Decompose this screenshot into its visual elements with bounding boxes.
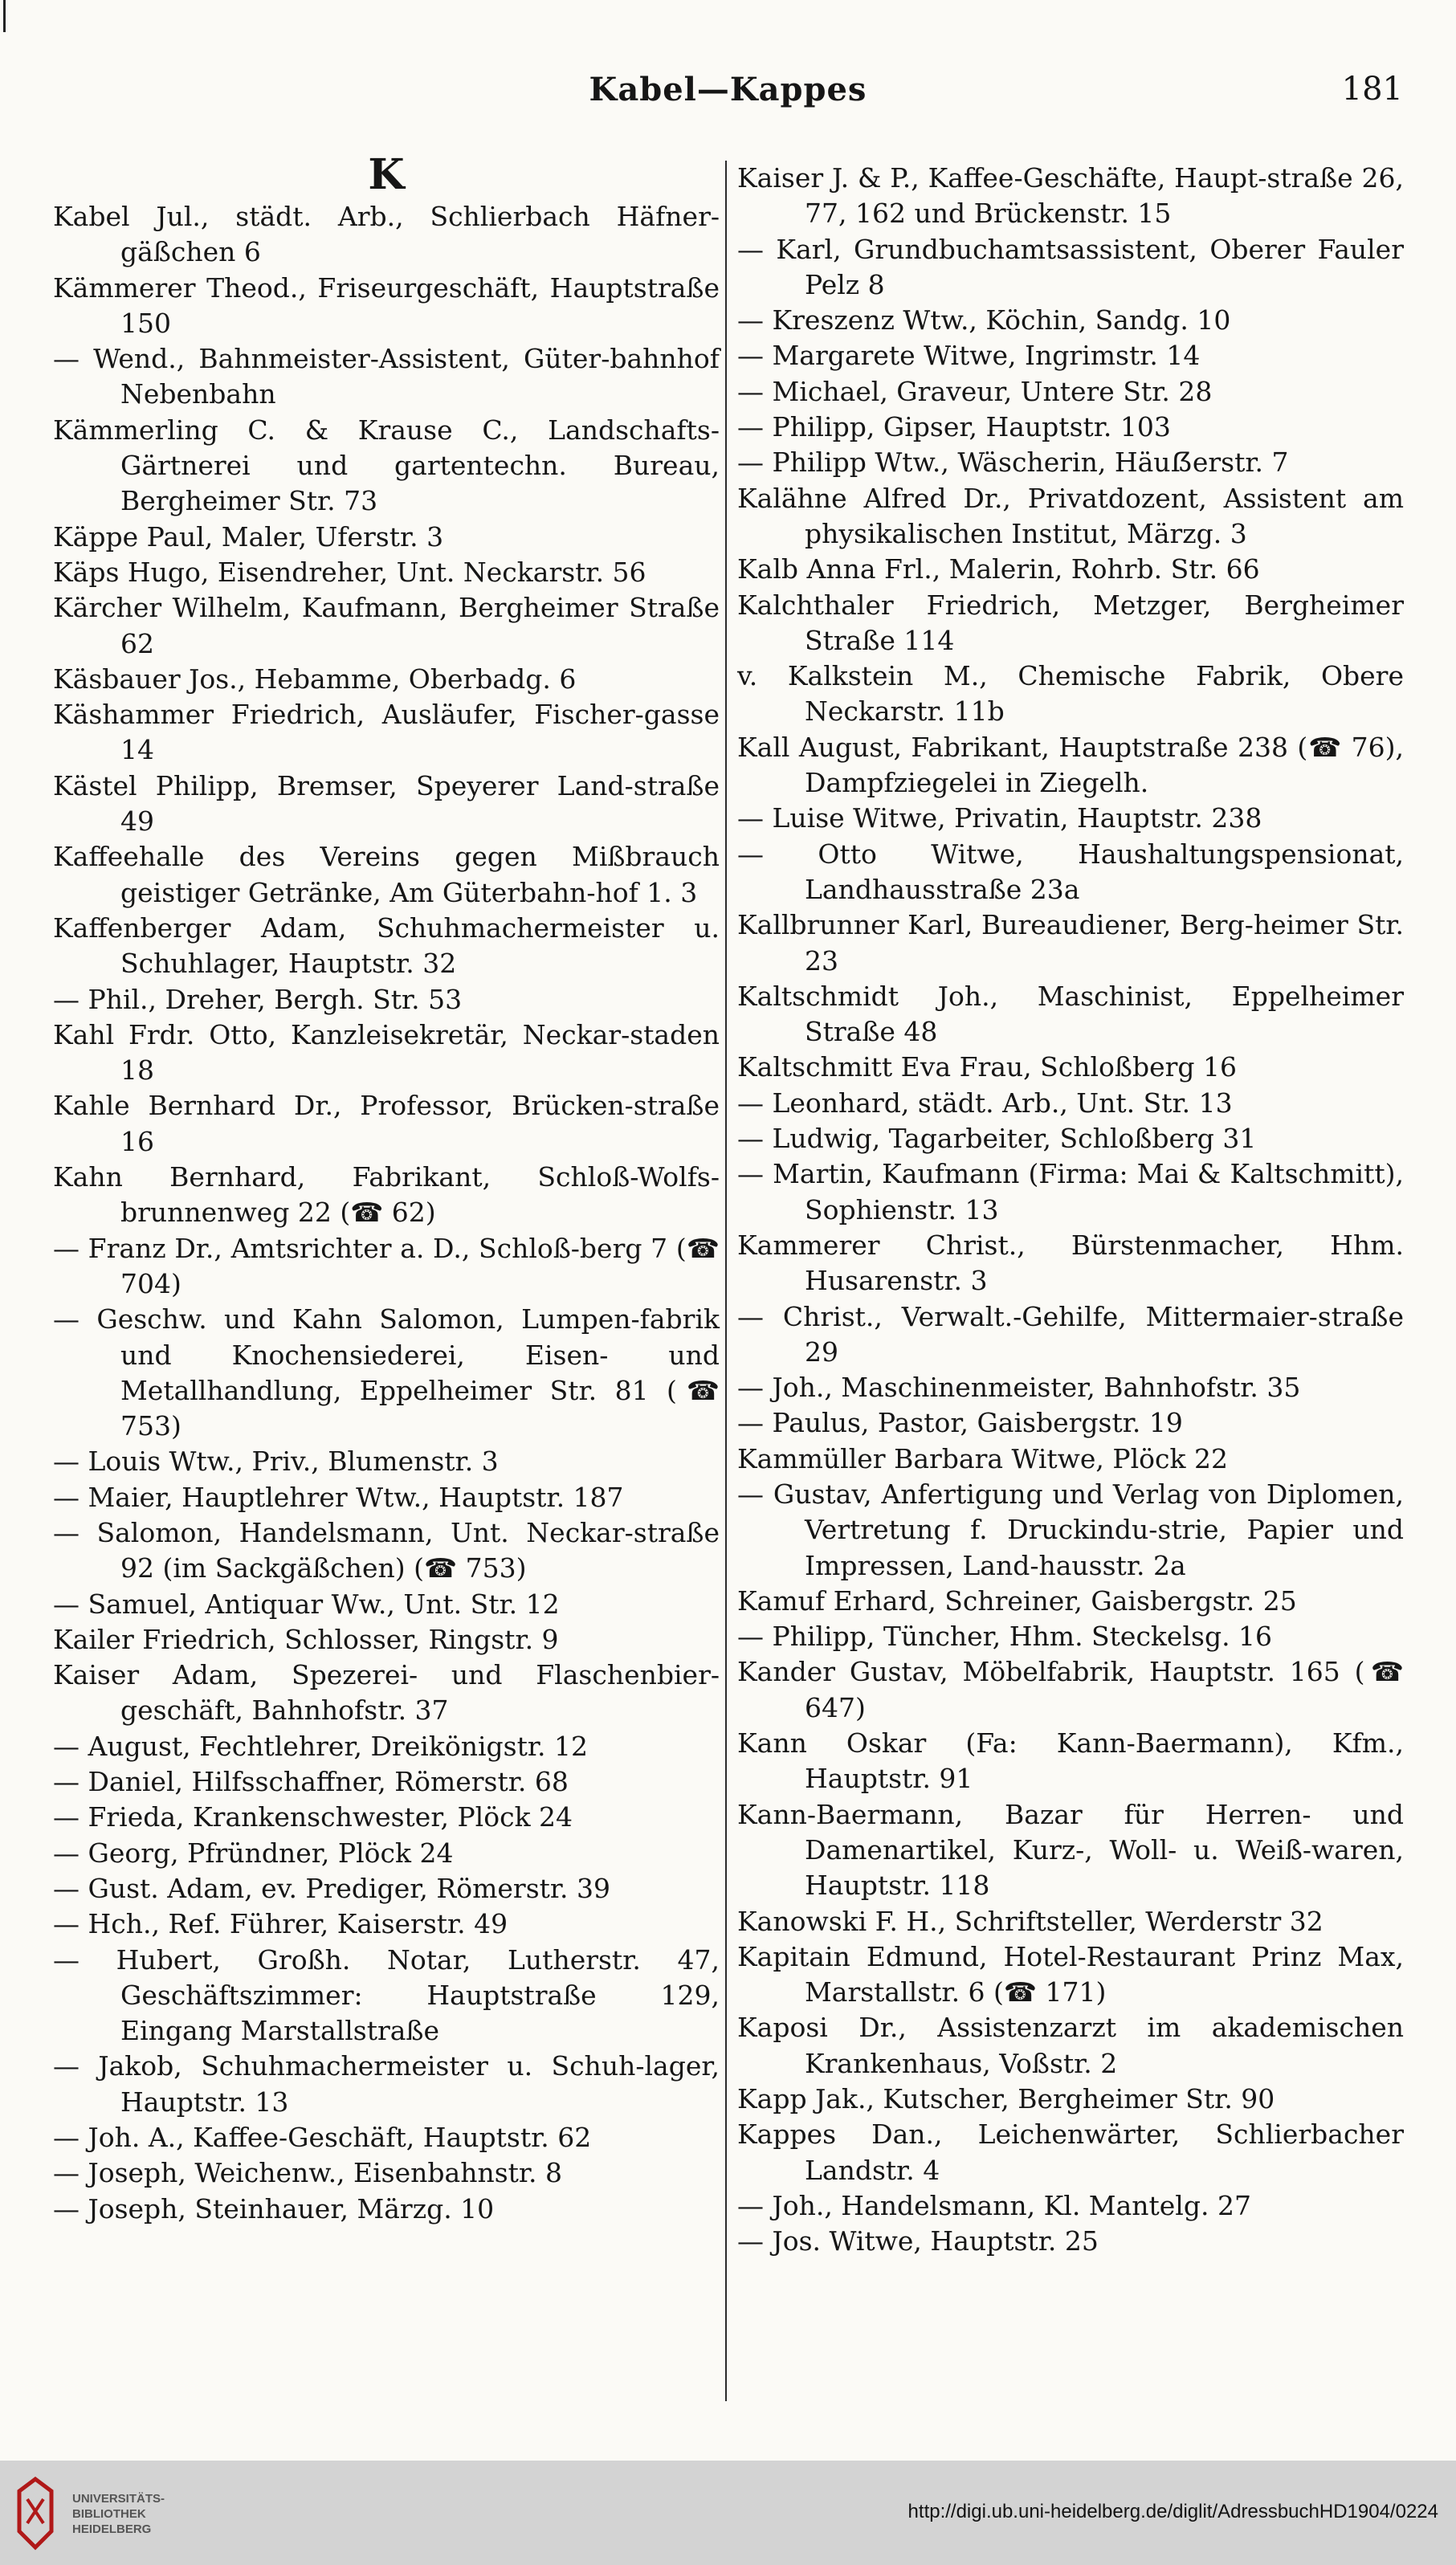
directory-entry: Kann Oskar (Fa: Kann-Baermann), Kfm., Hauptstr. 91 [737,1727,1404,1795]
directory-entry: Kahle Bernhard Dr., Professor, Brücken-straße 16 [53,1090,720,1157]
directory-entry: — Georg, Pfründner, Plöck 24 [53,1837,454,1869]
directory-entry: — Louis Wtw., Priv., Blumenstr. 3 [53,1446,499,1478]
library-name-line: UNIVERSITÄTS- [72,2492,165,2506]
library-name-line: HEIDELBERG [72,2522,152,2536]
directory-entry: — Ludwig, Tagarbeiter, Schloßberg 31 [737,1123,1257,1155]
directory-entry: Kämmerer Theod., Friseurgeschäft, Hauptstraße 150 [53,271,720,339]
directory-entry: Kappes Dan., Leichenwärter, Schlierbacher Landstr. 4 [737,2118,1404,2186]
directory-entry: Kabel Jul., städt. Arb., Schlierbach Häfner-gäßchen 6 [53,201,720,268]
directory-entry: v. Kalkstein M., Chemische Fabrik, Obere Neckarstr. 11b [737,660,1404,728]
directory-entry: Kalb Anna Frl., Malerin, Rohrb. Str. 66 [737,553,1260,585]
directory-entry: Käppe Paul, Maler, Uferstr. 3 [53,520,444,553]
directory-entry: — Daniel, Hilfsschaffner, Römerstr. 68 [53,1766,569,1798]
directory-entry: — Joseph, Weichenw., Eisenbahnstr. 8 [53,2157,563,2189]
directory-entry: — Martin, Kaufmann (Firma: Mai & Kaltschmitt), Sophienstr. 13 [737,1158,1404,1225]
directory-entry: — Gustav, Anfertigung und Verlag von Diplomen, Vertretung f. Druckindu-strie, Papier und Impressen, Land-hausstr. 2a [737,1478,1404,1581]
directory-entry: Kämmerling C. & Krause C., Landschafts-Gärtnerei und gartentechn. Bureau, Bergheimer Str. 73 [53,414,720,517]
directory-entry: Kärcher Wilhelm, Kaufmann, Bergheimer Straße 62 [53,592,720,659]
directory-entry: — Luise Witwe, Privatin, Hauptstr. 238 [737,802,1262,834]
directory-entry: — Jos. Witwe, Hauptstr. 25 [737,2225,1099,2257]
directory-entry: Kammerer Christ., Bürstenmacher, Hhm. Husarenstr. 3 [737,1229,1404,1297]
directory-entry: Kaltschmidt Joh., Maschinist, Eppelheimer Straße 48 [737,980,1404,1048]
directory-entry: Kall August, Fabrikant, Hauptstraße 238 (☎ 76), Dampfziegelei in Ziegelh. [737,731,1404,799]
directory-entry: — August, Fechtlehrer, Dreikönigstr. 12 [53,1730,588,1762]
directory-entry: Kaffenberger Adam, Schuhmachermeister u. Schuhlager, Hauptstr. 32 [53,911,720,980]
directory-entry: — Hubert, Großh. Notar, Lutherstr. 47, Geschäftszimmer: Hauptstraße 129, Eingang Marstallstraße [53,1943,720,2047]
directory-entry: — Joh., Maschinenmeister, Bahnhofstr. 35 [737,1372,1301,1404]
directory-entry: Kahn Bernhard, Fabrikant, Schloß-Wolfs-brunnenweg 22 (☎ 62) [53,1161,720,1229]
directory-entry: Kanowski F. H., Schriftsteller, Werderstr 32 [737,1905,1323,1937]
library-logo [11,2475,196,2555]
directory-entry: Kahl Frdr. Otto, Kanzleisekretär, Neckar-staden 18 [53,1018,720,1087]
directory-entry: — Karl, Grundbuchamtsassistent, Oberer Fauler Pelz 8 [737,233,1404,300]
directory-entry: — Gust. Adam, ev. Prediger, Römerstr. 39 [53,1872,611,1904]
directory-entry: Kaiser J. & P., Kaffee-Geschäfte, Haupt-straße 26, 77, 162 und Brückenstr. 15 [737,162,1404,230]
directory-entry: — Phil., Dreher, Bergh. Str. 53 [53,983,463,1015]
directory-entry: Kailer Friedrich, Schlosser, Ringstr. 9 [53,1623,559,1655]
directory-entry: Kästel Philipp, Bremser, Speyerer Land-straße 49 [53,769,720,838]
directory-entry: — Michael, Graveur, Untere Str. 28 [737,375,1213,407]
directory-entry: — Maier, Hauptlehrer Wtw., Hauptstr. 187 [53,1481,624,1513]
directory-entry: Kapitain Edmund, Hotel-Restaurant Prinz Max, Marstallstr. 6 (☎ 171) [737,1940,1404,2008]
directory-entry: Kaltschmitt Eva Frau, Schloßberg 16 [737,1051,1237,1083]
directory-entry: Käps Hugo, Eisendreher, Unt. Neckarstr. 56 [53,556,646,588]
footer-bar [0,2461,1456,2565]
running-title: Kabel—Kappes [589,71,867,108]
directory-entry: Kalchthaler Friedrich, Metzger, Bergheimer Straße 114 [737,589,1404,656]
directory-entry: — Philipp, Gipser, Hauptstr. 103 [737,411,1171,443]
directory-entry: — Joh., Handelsmann, Kl. Mantelg. 27 [737,2189,1251,2221]
source-url[interactable]: http://digi.ub.uni-heidelberg.de/diglit/AdressbuchHD1904/0224 [907,2501,1438,2522]
library-name [72,2491,165,2537]
directory-entry: — Hch., Ref. Führer, Kaiserstr. 49 [53,1908,508,1940]
directory-entry: — Paulus, Pastor, Gaisbergstr. 19 [737,1407,1183,1439]
directory-entry: — Wend., Bahnmeister-Assistent, Güter-bahnhof Nebenbahn [53,343,720,410]
directory-entry: — Frieda, Krankenschwester, Plöck 24 [53,1801,573,1833]
directory-entry: Kaposi Dr., Assistenzarzt im akademischen Krankenhaus, Voßstr. 2 [737,2012,1404,2079]
directory-entry: — Philipp Wtw., Wäscherin, Häuẞerstr. 7 [737,447,1289,479]
directory-entry: — Kreszenz Wtw., Köchin, Sandg. 10 [737,304,1231,336]
directory-entry: Kann-Baermann, Bazar für Herren- und Damenartikel, Kurz-, Woll- u. Weiß-waren, Hauptstr. 118 [737,1798,1404,1902]
directory-entry: Käshammer Friedrich, Ausläufer, Fischer-gasse 14 [53,699,720,766]
directory-entry: — Salomon, Handelsmann, Unt. Neckar-straße 92 (im Sackgäßchen) (☎ 753) [53,1516,720,1584]
directory-entry: Kammüller Barbara Witwe, Plöck 22 [737,1442,1228,1474]
directory-entry: Kapp Jak., Kutscher, Bergheimer Str. 90 [737,2083,1275,2115]
section-letter: K [368,150,405,199]
directory-entry: — Joh. A., Kaffee-Geschäft, Hauptstr. 62 [53,2122,592,2154]
column-divider [725,161,727,2401]
running-head [0,71,1456,119]
library-name-line: BIBLIOTHEK [72,2507,146,2521]
directory-entry: — Jakob, Schuhmachermeister u. Schuh-lager, Hauptstr. 13 [53,2050,720,2118]
directory-entry: Kaiser Adam, Spezerei- und Flaschenbier-geschäft, Bahnhofstr. 37 [53,1659,720,1727]
library-seal-icon [11,2475,59,2555]
directory-entry: Kallbrunner Karl, Bureaudiener, Berg-heimer Str. 23 [737,909,1404,977]
directory-entry: — Franz Dr., Amtsrichter a. D., Schloß-berg 7 (☎ 704) [53,1232,720,1299]
directory-entry: Kander Gustav, Möbelfabrik, Hauptstr. 165 (☎ 647) [737,1656,1404,1723]
left-column [53,150,720,2227]
directory-entry: — Philipp, Tüncher, Hhm. Steckelsg. 16 [737,1621,1273,1653]
directory-entry: — Margarete Witwe, Ingrimstr. 14 [737,340,1201,372]
directory-entry: Kamuf Erhard, Schreiner, Gaisbergstr. 25 [737,1584,1297,1617]
directory-entry: Käsbauer Jos., Hebamme, Oberbadg. 6 [53,663,577,695]
directory-entry: — Geschw. und Kahn Salomon, Lumpen-fabrik und Knochensiederei, Eisen- und Metallhandlung, Eppelheimer Str. 81 (☎ 753) [53,1303,720,1442]
page-number: 181 [1341,71,1403,108]
directory-entry: — Joseph, Steinhauer, Märzg. 10 [53,2192,495,2224]
directory-entry: — Christ., Verwalt.-Gehilfe, Mittermaier-straße 29 [737,1300,1404,1368]
directory-entry: Kaffeehalle des Vereins gegen Mißbrauch geistiger Getränke, Am Güterbahn-hof 1. 3 [53,841,720,908]
page-edge-mark [3,0,6,32]
directory-entry: Kalähne Alfred Dr., Privatdozent, Assistent am physikalischen Institut, Märzg. 3 [737,482,1404,549]
directory-entry: — Otto Witwe, Haushaltungspensionat, Landhausstraße 23a [737,838,1404,905]
directory-entry: — Leonhard, städt. Arb., Unt. Str. 13 [737,1087,1233,1119]
right-column [737,161,1404,2260]
directory-entry: — Samuel, Antiquar Ww., Unt. Str. 12 [53,1588,560,1620]
